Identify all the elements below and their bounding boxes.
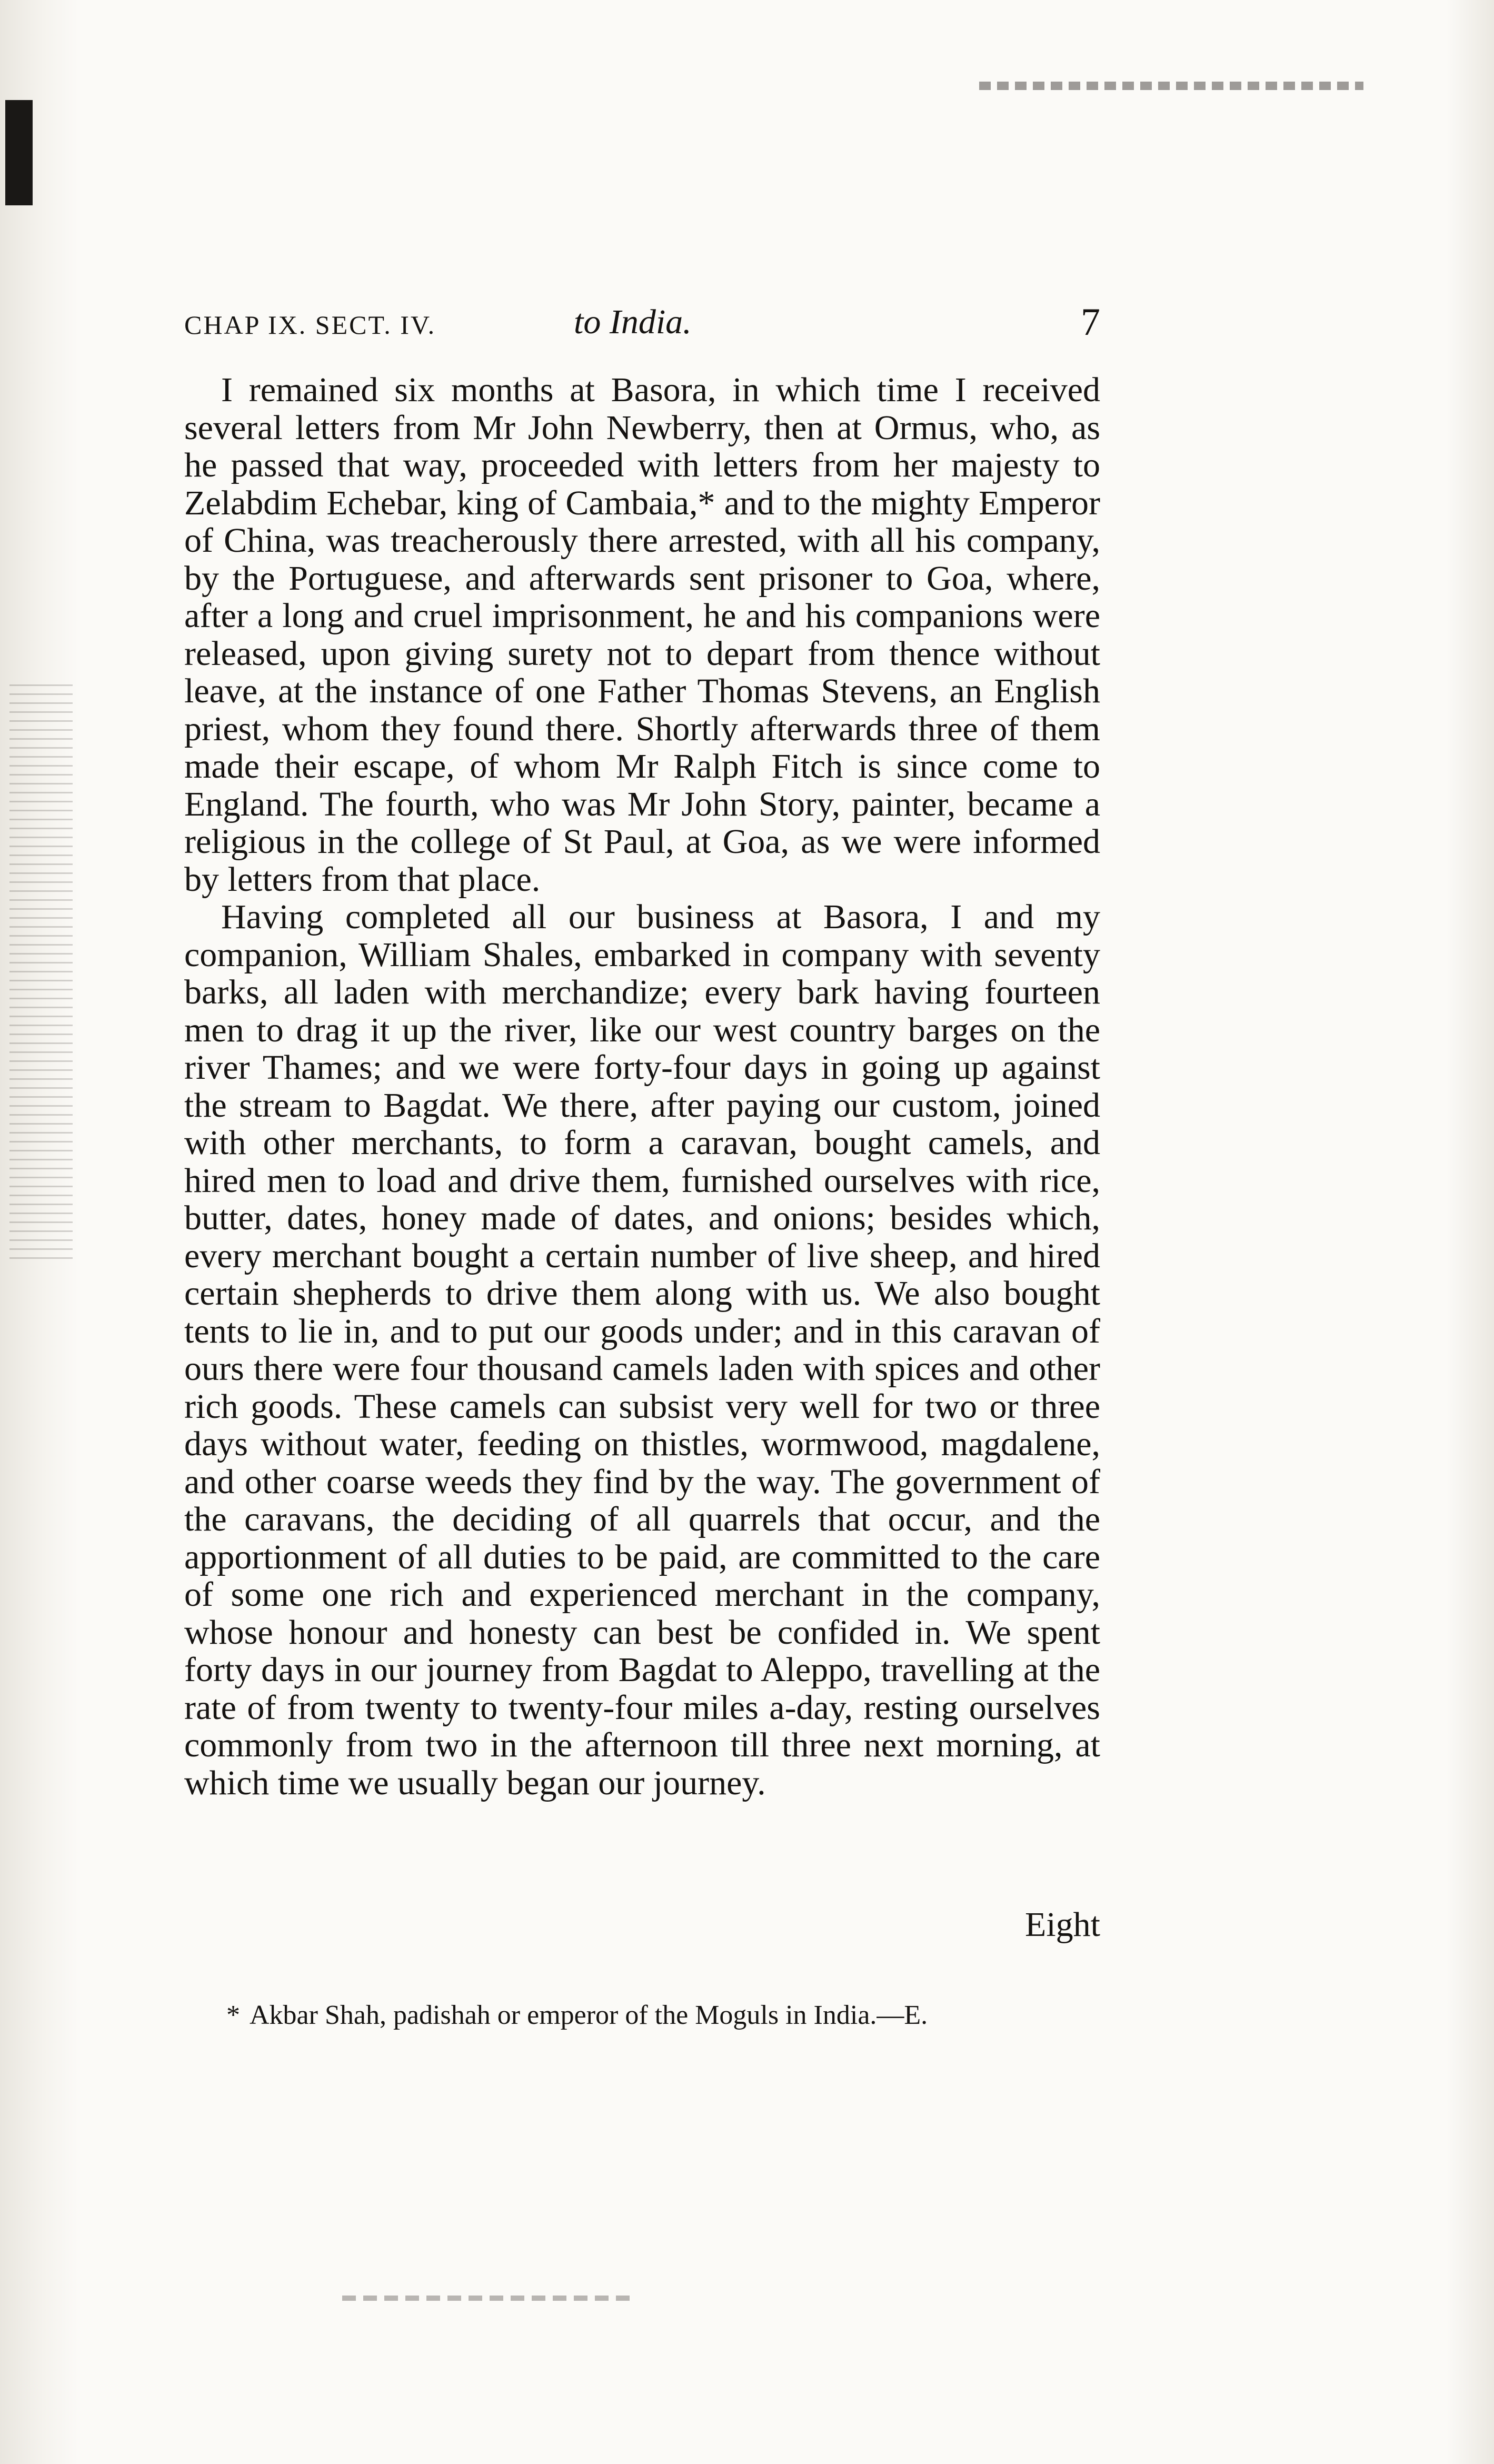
paragraph-basora: I remained six months at Basora, in which time I received several letters from Mr John Newberry, then at Ormus, who, as he passed that way, proceeded with letters from her majesty to Zelabdim Echebar, king of Cambaia,* and to the mighty Emperor of China, was treacherously there arrested, with all his company, by the Portuguese, and afterwards sent prisoner to Goa, where, after a long and cruel imprisonment, he and his companions were released, upon giving surety not to depart from thence without leave, at the instance of one Father Thomas Stevens, an English priest, whom they found there. Shortly afterwards three of them made their escape, of whom Mr Ralph Fitch is since come to England. The fourth, who was Mr John Story, painter, became a religious in the college of St Paul, at Goa, as we were informed by letters from that place. [184, 371, 1100, 899]
catchword: Eight [1025, 1905, 1100, 1944]
binding-shadow-mark [5, 100, 33, 205]
spine-speckle [9, 684, 73, 1264]
bottom-edge-smudge [342, 2296, 637, 2301]
running-head [184, 300, 1100, 347]
page-binding-edge [0, 0, 79, 2464]
top-edge-smudge [979, 82, 1363, 90]
footnote-marker: * [226, 2000, 240, 2030]
footnote [226, 2000, 1100, 2031]
catchword-row [184, 1905, 1100, 1947]
running-title: to India. [574, 303, 692, 341]
body-text [184, 371, 1100, 1802]
paragraph-caravan: Having completed all our business at Basora, I and my companion, William Shales, embarked in company with seventy barks, all laden with merchandize; every bark having fourteen men to drag it up the river, like our west country barges on the river Thames; and we were forty-four days in going up against the stream to Bagdat. We there, after paying our custom, joined with other merchants, to form a caravan, bought camels, and hired men to load and drive them, furnished ourselves with rice, butter, dates, honey made of dates, and onions; besides which, every merchant bought a certain number of live sheep, and hired certain shepherds to drive them along with us. We also bought tents to lie in, and to put our goods under; and in this caravan of ours there were four thousand camels laden with spices and other rich goods. These camels can subsist very well for two or three days without water, feeding on thistles, wormwood, magdalene, and other coarse weeds they find by the way. The government of the caravans, the deciding of all quarrels that occur, and the apportionment of all duties to be paid, are committed to the care of some one rich and experienced merchant in the company, whose honour and honesty can best be confided in. We spent forty days in our journey from Bagdat to Aleppo, travelling at the rate of from twenty to twenty-four miles a-day, resting ourselves commonly from two in the afternoon till three next morning, at which time we usually began our journey. [184, 898, 1100, 1802]
page-right-edge [1447, 0, 1494, 2464]
page-number: 7 [1081, 301, 1100, 344]
footnote-text: Akbar Shah, padishah or emperor of the Moguls in India.—E. [250, 2000, 928, 2030]
chapter-section-label: CHAP IX. SECT. IV. [184, 310, 436, 340]
